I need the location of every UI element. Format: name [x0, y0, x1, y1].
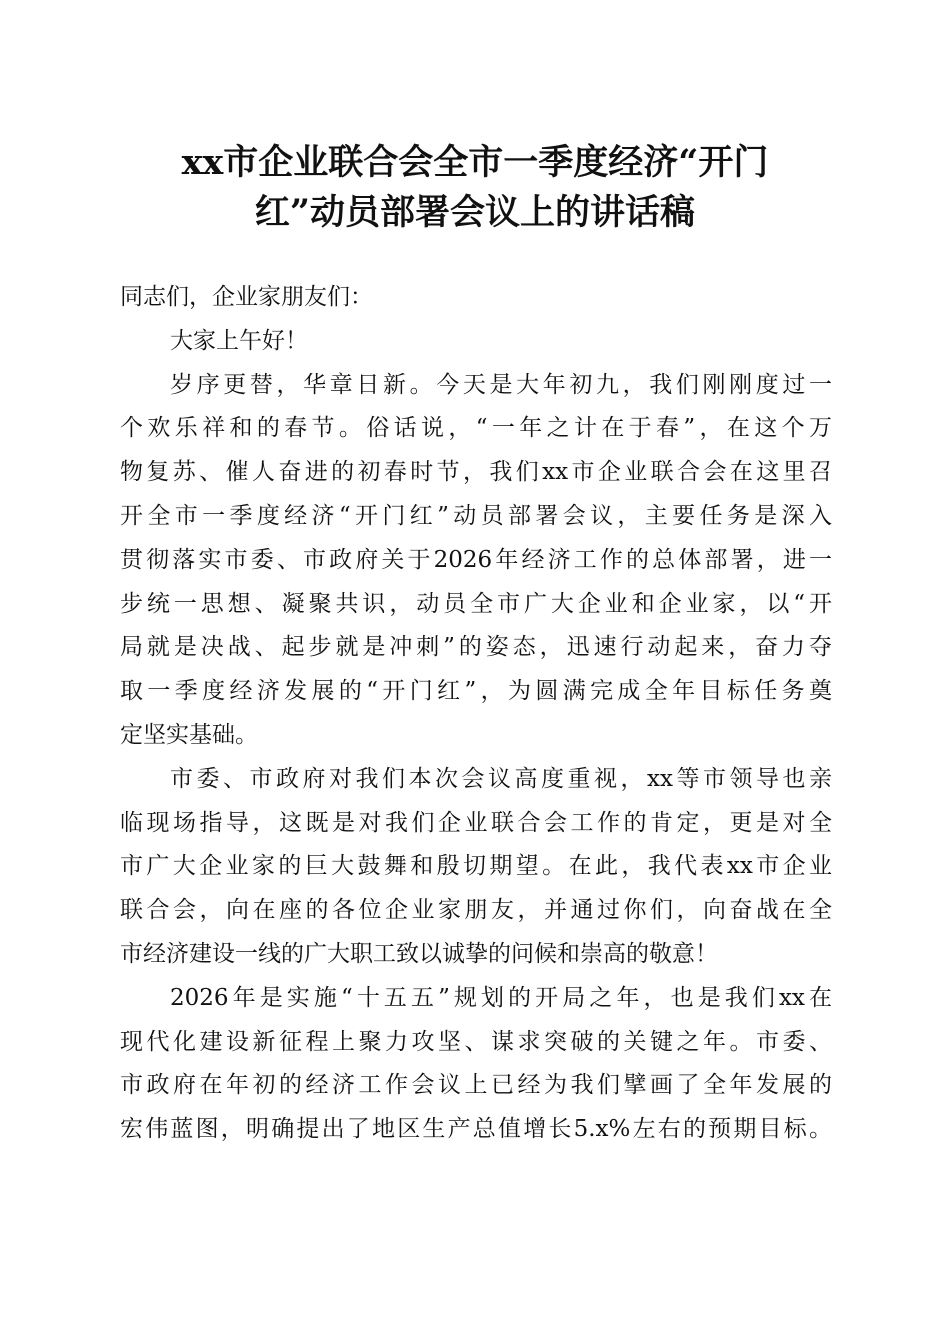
paragraph-line: 开全市一季度经济“开门红”动员部署会议，主要任务是深入: [120, 502, 832, 529]
document-title: [110, 138, 840, 238]
paragraph-line: 个欢乐祥和的春节。俗话说，“一年之计在于春”，在这个万: [120, 415, 832, 442]
title-line-1: xx市企业联合会全市一季度经济“开门: [181, 142, 769, 183]
paragraph-line: 取一季度经济发展的“开门红”，为圆满完成全年目标任务奠: [120, 678, 832, 705]
paragraph-line: 市经济建设一线的广大职工致以诚挚的问候和崇高的敬意！: [120, 940, 718, 967]
paragraph-3: [120, 977, 832, 1152]
paragraph-line: 市广大企业家的巨大鼓舞和殷切期望。在此，我代表xx市企业: [120, 853, 832, 880]
paragraph-line: 联合会，向在座的各位企业家朋友，并通过你们，向奋战在全: [120, 897, 832, 924]
paragraph-line: 2026年是实施“十五五”规划的开局之年，也是我们xx在: [170, 984, 832, 1011]
greeting: 大家上午好！: [170, 327, 308, 354]
paragraph-line: 局就是决战、起步就是冲刺”的姿态，迅速行动起来，奋力夺: [120, 634, 832, 661]
paragraph-line: 岁序更替，华章日新。今天是大年初九，我们刚刚度过一: [170, 371, 832, 398]
paragraph-line: 贯彻落实市委、市政府关于2026年经济工作的总体部署，进一: [120, 546, 832, 573]
paragraph-2: [120, 758, 832, 977]
paragraph-line: 现代化建设新征程上聚力攻坚、谋求突破的关键之年。市委、: [120, 1028, 832, 1055]
document-body: [120, 276, 832, 1152]
title-line-2: 红”动员部署会议上的讲话稿: [254, 192, 696, 233]
paragraph-line: 临现场指导，这既是对我们企业联合会工作的肯定，更是对全: [120, 809, 832, 836]
paragraph-line: 物复苏、催人奋进的初春时节，我们xx市企业联合会在这里召: [120, 459, 832, 486]
paragraph-line: 定坚实基础。: [120, 721, 258, 748]
salutation: 同志们，企业家朋友们：: [120, 284, 373, 310]
paragraph-line: 步统一思想、凝聚共识，动员全市广大企业和企业家，以“开: [120, 590, 832, 617]
paragraph-line: 市委、市政府对我们本次会议高度重视，xx等市领导也亲: [170, 765, 832, 792]
paragraph-line: 宏伟蓝图，明确提出了地区生产总值增长5.x%左右的预期目标。: [120, 1116, 832, 1143]
paragraph-1: [120, 364, 832, 758]
paragraph-line: 市政府在年初的经济工作会议上已经为我们擘画了全年发展的: [120, 1072, 832, 1099]
